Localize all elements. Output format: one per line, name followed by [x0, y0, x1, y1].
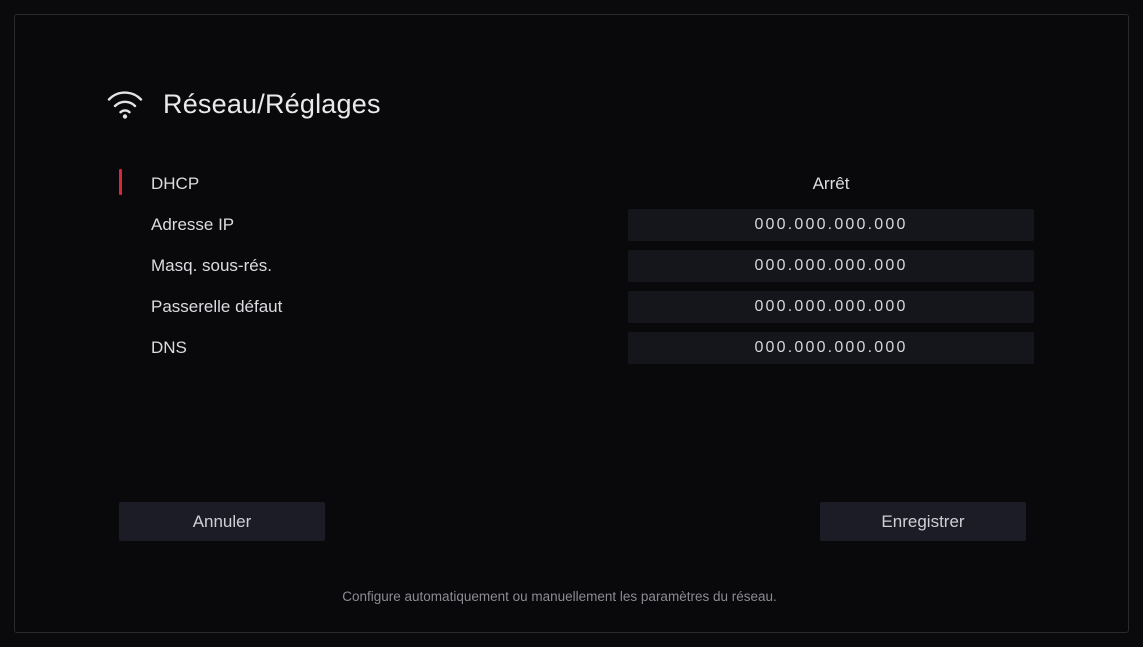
subnet-mask-value: 000.000.000.000: [754, 256, 908, 274]
setting-label: DNS: [151, 337, 187, 357]
setting-label: Adresse IP: [151, 214, 235, 234]
setting-row-ip-address[interactable]: [119, 204, 1039, 245]
setting-label: Masq. sous-rés.: [151, 255, 272, 275]
settings-screen: [14, 14, 1129, 633]
dns-input[interactable]: [628, 332, 1034, 364]
setting-label: DHCP: [151, 173, 200, 193]
save-button[interactable]: Enregistrer: [820, 502, 1026, 541]
default-gateway-input[interactable]: [628, 291, 1034, 323]
selection-marker: [119, 169, 122, 195]
setting-row-default-gateway[interactable]: [119, 286, 1039, 327]
ip-address-input[interactable]: [628, 209, 1034, 241]
settings-list: [119, 163, 1039, 368]
hint-text: Configure automatiquement ou manuellement les paramètres du réseau.: [342, 589, 777, 604]
setting-row-subnet-mask[interactable]: [119, 245, 1039, 286]
ip-address-value: 000.000.000.000: [754, 215, 908, 233]
setting-label: Passerelle défaut: [151, 296, 283, 316]
dns-value: 000.000.000.000: [754, 338, 908, 356]
hint-text-container: [15, 589, 1128, 604]
cancel-button[interactable]: Annuler: [119, 502, 325, 541]
default-gateway-value: 000.000.000.000: [754, 297, 908, 315]
setting-row-dhcp[interactable]: [119, 163, 1039, 204]
setting-row-dns[interactable]: [119, 327, 1039, 368]
setting-value-dhcp[interactable]: Arrêt: [812, 173, 850, 193]
page-title: Réseau/Réglages: [163, 88, 381, 119]
wifi-icon: [105, 87, 145, 121]
subnet-mask-input[interactable]: [628, 250, 1034, 282]
page-header: [105, 87, 381, 121]
